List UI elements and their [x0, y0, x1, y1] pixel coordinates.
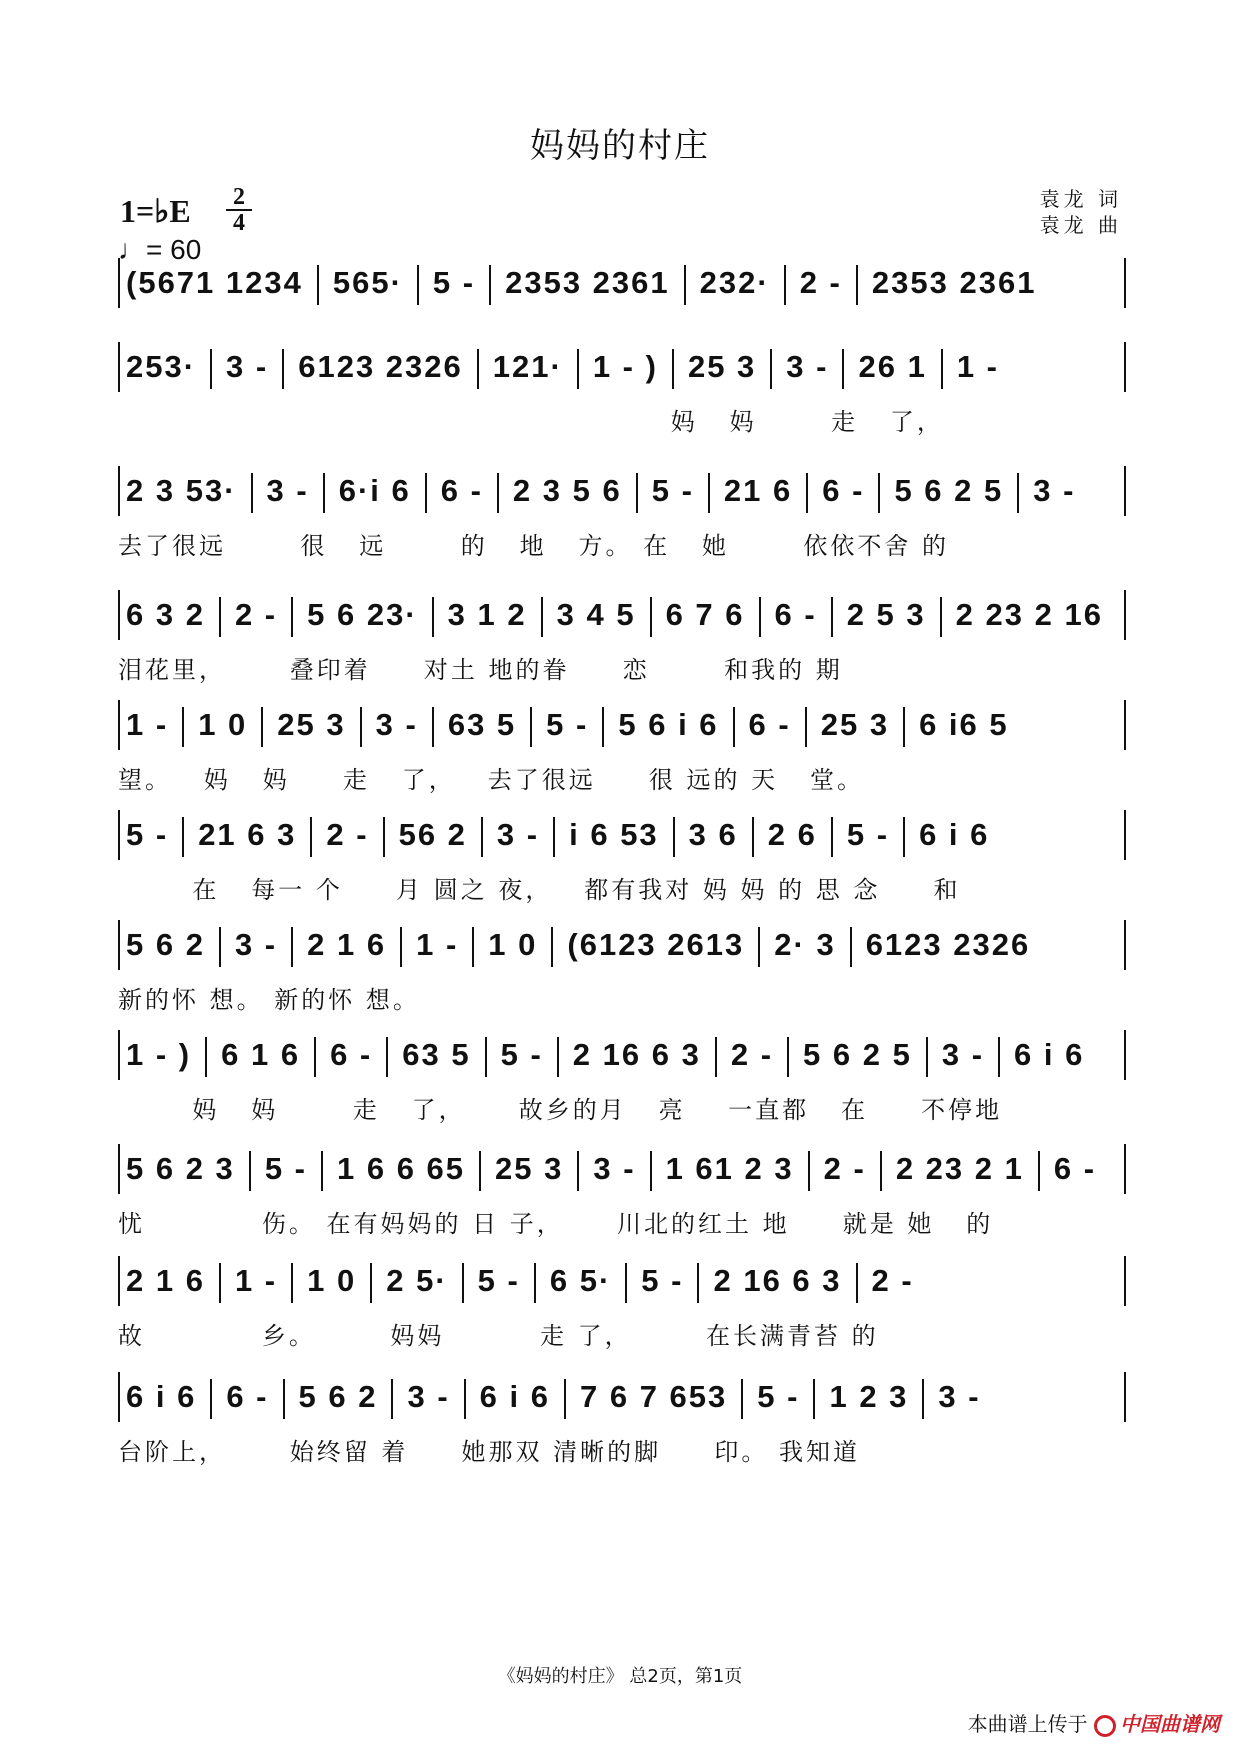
barline [940, 597, 942, 637]
barline [806, 473, 808, 513]
site-logo-icon [1094, 1715, 1116, 1737]
score-system [118, 920, 1126, 1040]
lyric-line: 忧 伤。 在有妈妈的 日 子， 川北的红土 地 就是 她 的 [118, 1210, 994, 1238]
score-system [118, 810, 1126, 930]
measure: 2 - [326, 817, 369, 852]
barline [205, 1037, 207, 1077]
barline [464, 1379, 466, 1419]
measure: 5 6 2 5 [894, 473, 1004, 508]
measure: 5 - [126, 817, 169, 852]
measure: 5 6 2 3 [126, 1151, 235, 1186]
barline [577, 1151, 579, 1191]
measure: 5 - [264, 1151, 307, 1186]
measure: 1 6 6 65 [337, 1151, 466, 1186]
barline [880, 1151, 882, 1191]
measure: 2353 2361 [871, 265, 1037, 300]
score-system [118, 342, 1126, 462]
upload-text: 本曲谱上传于 [967, 1712, 1088, 1736]
measure: 2 23 2 16 [955, 597, 1103, 632]
measure: 6·i 6 [338, 473, 411, 508]
measure: 3 - [786, 349, 829, 384]
measure: 3 1 2 [447, 597, 527, 632]
measure: (6123 2613 [567, 927, 745, 962]
measure: 3 6 [688, 817, 738, 852]
measure: 3 4 5 [556, 597, 636, 632]
measure: 121· [492, 349, 563, 384]
barline [323, 473, 325, 513]
barline [697, 1263, 699, 1303]
measure: 2 16 6 3 [572, 1037, 701, 1072]
tempo-marking: ♩= 60 [118, 234, 202, 265]
measure: 2 - [823, 1151, 866, 1186]
barline [314, 1037, 316, 1077]
measure: 6 i6 5 [919, 707, 1009, 742]
barline [400, 927, 402, 967]
barline [903, 817, 905, 857]
measure: 6 - [774, 597, 817, 632]
barline [283, 1379, 285, 1419]
barline [383, 817, 385, 857]
composer: 袁龙 曲 [1039, 213, 1122, 237]
barline [856, 265, 858, 305]
barline [1038, 1151, 1040, 1191]
measure: 5 - [641, 1263, 684, 1298]
measure: 63 5 [402, 1037, 471, 1072]
measure: 6 i 6 [919, 817, 990, 852]
measure: 1 - ) [126, 1037, 192, 1072]
barline [922, 1379, 924, 1419]
measure: 6 i 6 [479, 1379, 550, 1414]
barline [182, 707, 184, 747]
measure: 232· [699, 265, 770, 300]
measure: 6 5· [549, 1263, 612, 1298]
barline [477, 349, 479, 389]
barline [291, 597, 293, 637]
lyric-line: 泪花里， 叠印着 对土 地的眷 恋 和我的 期 [118, 656, 843, 684]
measure: 3 - [941, 1037, 985, 1072]
barline [282, 349, 284, 389]
measure: 3 - [226, 349, 269, 384]
barline [321, 1151, 323, 1191]
barline [564, 1379, 566, 1419]
measure: 2 - [799, 265, 842, 300]
barline [219, 1263, 221, 1303]
measure: 2 23 2 1 [895, 1151, 1024, 1186]
measure: 6 1 6 [221, 1037, 301, 1072]
barline [261, 707, 263, 747]
barline [752, 817, 754, 857]
score-system [118, 1144, 1126, 1264]
barline [941, 349, 943, 389]
notation-line [118, 920, 1126, 970]
barline [708, 473, 710, 513]
barline [733, 707, 735, 747]
time-numerator: 2 [233, 184, 245, 210]
barline [481, 817, 483, 857]
barline [808, 1151, 810, 1191]
barline [485, 1037, 487, 1077]
measure: 2 1 6 [126, 1263, 205, 1298]
barline [684, 265, 686, 305]
barline [219, 927, 221, 967]
barline [850, 927, 852, 967]
barline [210, 1379, 212, 1419]
lyric-line: 在 每一 个 月 圆之 夜， 都有我对 妈 妈 的 思 念 和 [118, 876, 961, 904]
measure: 5 6 23· [307, 597, 418, 632]
barline [432, 707, 434, 747]
barline [310, 817, 312, 857]
measure: 2 6 [767, 817, 817, 852]
site-name: 中国曲谱网 [1120, 1712, 1220, 1736]
barline [842, 349, 844, 389]
barline [805, 707, 807, 747]
score-system [118, 1372, 1126, 1492]
barline [813, 1379, 815, 1419]
measure: 6 3 2 [126, 597, 205, 632]
barline [251, 473, 253, 513]
measure: 25 3 [495, 1151, 564, 1186]
measure: 6 - [226, 1379, 269, 1414]
measure: 25 3 [687, 349, 757, 384]
measure: 3 - [496, 817, 540, 852]
measure: 6 - [748, 707, 791, 742]
measure: 6 - [440, 473, 483, 508]
barline [759, 597, 761, 637]
notation-line [118, 1144, 1126, 1194]
barline [462, 1263, 464, 1303]
barline [391, 1379, 393, 1419]
barline [472, 927, 474, 967]
measure: 5 - [432, 265, 476, 300]
measure: 2 - [234, 597, 278, 632]
measure: i 6 53 [569, 817, 659, 852]
score-system [118, 1256, 1126, 1376]
barline [784, 265, 786, 305]
barline [715, 1037, 717, 1077]
lyric-line: 望。 妈 妈 走 了， 去了很远 很 远的 天 堂。 [118, 766, 864, 794]
measure: 25 3 [820, 707, 890, 742]
measure: 3 - [266, 473, 309, 508]
notation-line [118, 466, 1126, 516]
measure: 2 1 6 [307, 927, 387, 962]
barline [770, 349, 772, 389]
notation-line [118, 1030, 1126, 1080]
measure: 2 3 5 6 [512, 473, 622, 508]
credits [1040, 186, 1122, 238]
barline [291, 927, 293, 967]
barline [249, 1151, 251, 1191]
barline [741, 1379, 743, 1419]
measure: 2 16 6 3 [713, 1263, 842, 1298]
measure: 2 5 3 [846, 597, 926, 632]
notation-line [118, 258, 1126, 308]
lyric-line: 妈 妈 走 了， 故乡的月 亮 一直都 在 不停地 [118, 1096, 1003, 1124]
barline [370, 1263, 372, 1303]
measure: 253· [126, 349, 197, 384]
notation-line [118, 700, 1126, 750]
score-system [118, 1030, 1126, 1150]
lyric-line: 故 乡。 妈妈 走 了， 在长满青苔 的 [118, 1322, 879, 1350]
lyric-line: 新的怀 想。 新的怀 想。 [118, 986, 420, 1014]
barline [856, 1263, 858, 1303]
measure: 2 3 53· [126, 473, 237, 508]
barline [602, 707, 604, 747]
page-title: 妈妈的村庄 [530, 126, 710, 166]
measure: 6 - [1053, 1151, 1097, 1186]
barline [553, 817, 555, 857]
measure: 1 61 2 3 [665, 1151, 794, 1186]
measure: 2353 2361 [505, 265, 670, 300]
measure: 3 - [407, 1379, 450, 1414]
barline [497, 473, 499, 513]
measure: 2 - [871, 1263, 914, 1298]
measure: 6 7 6 [665, 597, 745, 632]
barline [557, 1037, 559, 1077]
barline [386, 1037, 388, 1077]
measure: 1 0 [198, 707, 248, 742]
score-system [118, 466, 1126, 586]
measure: 2· 3 [774, 927, 836, 962]
measure: 6123 2326 [298, 349, 463, 384]
barline [291, 1263, 293, 1303]
lyric-line: 台阶上， 始终留 着 她那双 清晰的脚 印。 我知道 [118, 1438, 860, 1466]
measure: 21 6 [723, 473, 793, 508]
measure: 21 6 3 [198, 817, 297, 852]
score-system [118, 590, 1126, 710]
measure: 1 2 3 [829, 1379, 909, 1414]
barline [210, 349, 212, 389]
barline [182, 817, 184, 857]
barline [425, 473, 427, 513]
barline [417, 265, 419, 305]
barline [650, 1151, 652, 1191]
key-signature: 1=♭E [120, 193, 191, 229]
measure: 5 - [546, 707, 589, 742]
barline [432, 597, 434, 637]
measure: 1 - [956, 349, 1000, 384]
measure: 7 6 7 653 [579, 1379, 728, 1414]
barline [551, 927, 553, 967]
barline [577, 349, 579, 389]
barline [317, 265, 319, 305]
measure: 5 6 2 [298, 1379, 378, 1414]
measure: 6 - [330, 1037, 373, 1072]
measure: (5671 1234 [126, 265, 303, 300]
barline [541, 597, 543, 637]
measure: 5 - [500, 1037, 543, 1072]
barline [530, 707, 532, 747]
score-system [118, 700, 1126, 820]
barline [534, 1263, 536, 1303]
measure: 2 5· [386, 1263, 448, 1298]
time-denominator: 4 [233, 210, 245, 236]
measure: 6 i 6 [126, 1379, 197, 1414]
measure: 1 - ) [592, 349, 658, 384]
measure: 1 0 [307, 1263, 357, 1298]
measure: 26 1 [858, 349, 927, 384]
measure: 1 - [416, 927, 459, 962]
measure: 25 3 [277, 707, 346, 742]
barline [831, 597, 833, 637]
measure: 6 i 6 [1014, 1037, 1085, 1072]
page-footer: 《妈妈的村庄》 总2页，第1页 [497, 1666, 743, 1687]
notation-line [118, 1256, 1126, 1306]
measure: 3 - [375, 707, 418, 742]
barline [672, 349, 674, 389]
barline [787, 1037, 789, 1077]
barline [998, 1037, 1000, 1077]
measure: 63 5 [447, 707, 517, 742]
barline [758, 927, 760, 967]
notation-line [118, 590, 1126, 640]
lyric-line: 妈 妈 走 了， [118, 408, 944, 436]
measure: 1 - [126, 707, 169, 742]
barline [903, 707, 905, 747]
measure: 3 - [593, 1151, 636, 1186]
measure: 1 0 [488, 927, 538, 962]
measure: 3 - [1033, 473, 1076, 508]
barline [625, 1263, 627, 1303]
barline [219, 597, 221, 637]
upload-credit [968, 1708, 1220, 1737]
measure: 5 6 i 6 [618, 707, 719, 742]
barline [878, 473, 880, 513]
measure: 5 6 2 5 [803, 1037, 912, 1072]
barline [636, 473, 638, 513]
notation-line [118, 342, 1126, 392]
measure: 56 2 [398, 817, 467, 852]
barline [650, 597, 652, 637]
lyricist: 袁龙 词 [1039, 187, 1122, 211]
measure: 565· [332, 265, 403, 300]
barline [489, 265, 491, 305]
time-signature [226, 186, 252, 234]
barline [831, 817, 833, 857]
measure: 5 - [846, 817, 890, 852]
barline [926, 1037, 928, 1077]
measure: 6 - [822, 473, 865, 508]
measure: 5 - [651, 473, 694, 508]
notation-line [118, 1372, 1126, 1422]
lyric-line: 去了很远 很 远 的 地 方。 在 她 依依不舍 的 [118, 532, 950, 560]
barline [479, 1151, 481, 1191]
measure: 3 - [234, 927, 278, 962]
notation-line [118, 810, 1126, 860]
measure: 5 - [757, 1379, 800, 1414]
measure: 2 - [730, 1037, 774, 1072]
measure: 3 - [938, 1379, 981, 1414]
measure: 1 - [234, 1263, 278, 1298]
measure: 5 6 2 [126, 927, 205, 962]
barline [1017, 473, 1019, 513]
barline [673, 817, 675, 857]
measure: 6123 2326 [865, 927, 1031, 962]
barline [360, 707, 362, 747]
measure: 5 - [477, 1263, 520, 1298]
